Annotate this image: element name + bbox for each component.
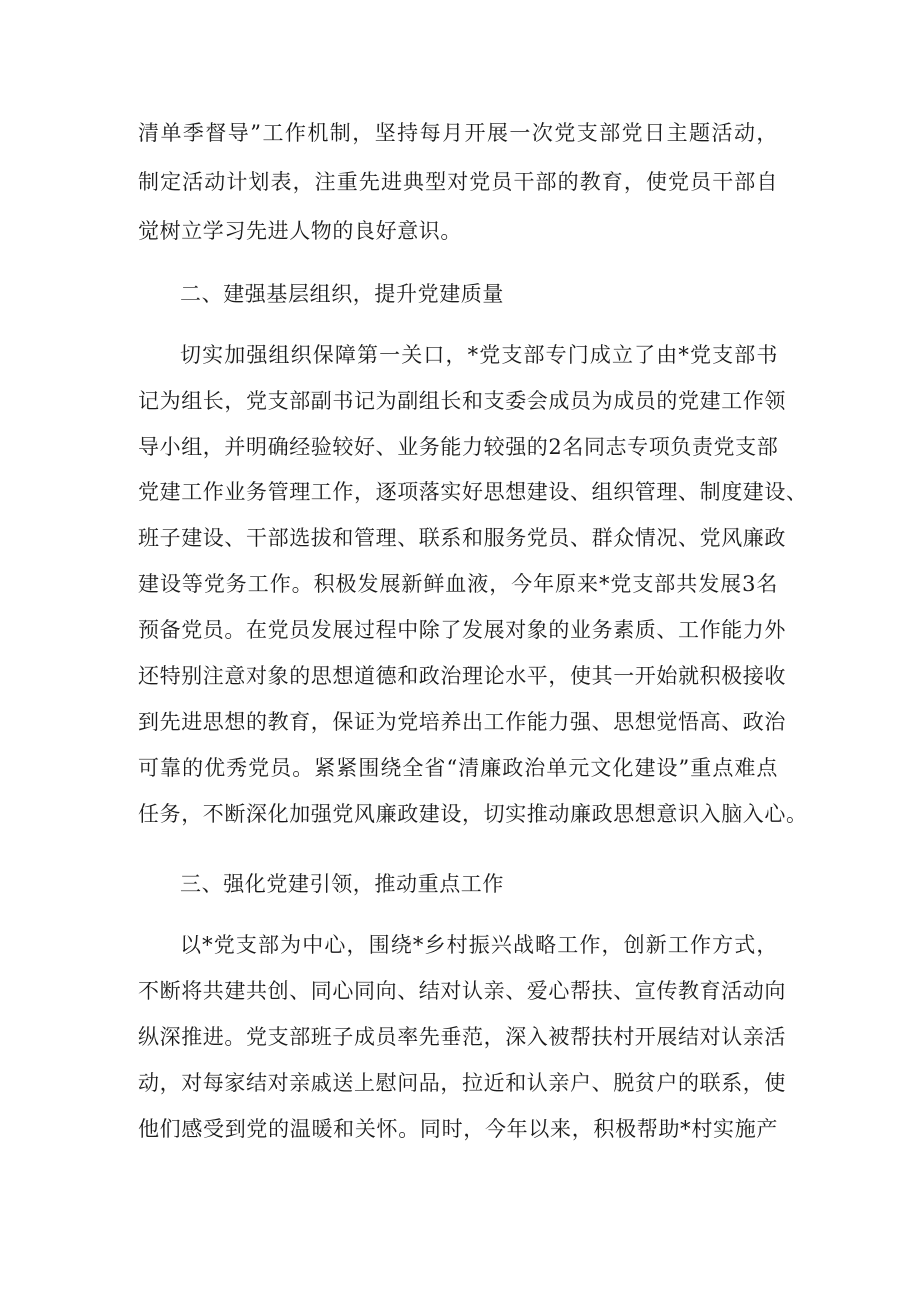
text-line-8: 党建工作业务管理工作，逐项落实好思想建设、组织管理、制度建设、	[138, 480, 808, 504]
text-line-19: 纵深推进。党支部班子成员率先垂范，深入被帮扶村开展结对认亲活	[138, 1025, 786, 1049]
section-heading-2: 二、建强基层组织，提升党建质量	[180, 282, 504, 306]
text-line-7: 导小组，并明确经验较好、业务能力较强的2名同志专项负责党支部	[138, 435, 779, 459]
text-line-20: 动，对每家结对亲戚送上慰问品，拉近和认亲户、脱贫户的联系，使	[138, 1071, 786, 1095]
text-line-13: 到先进思想的教育，保证为党培养出工作能力强、思想觉悟高、政治	[138, 710, 786, 734]
text-line-1: 清单季督导”工作机制，坚持每月开展一次党支部党日主题活动，	[138, 121, 778, 145]
text-line-15: 任务，不断深化加强党风廉政建设，切实推动廉政思想意识入脑入心。	[138, 802, 808, 826]
text-line-10: 建设等党务工作。积极发展新鲜血液，今年原来*党支部共发展3名	[138, 572, 778, 596]
text-line-21: 他们感受到党的温暖和关怀。同时，今年以来，积极帮助*村实施产	[138, 1117, 778, 1141]
section-heading-3: 三、强化党建引领，推动重点工作	[180, 872, 504, 896]
text-line-18: 不断将共建共创、同心同向、结对认亲、爱心帮扶、宣传教育活动向	[138, 979, 786, 1003]
text-line-14: 可靠的优秀党员。紧紧围绕全省“清廉政治单元文化建设”重点难点	[138, 756, 778, 780]
text-line-3: 觉树立学习先进人物的良好意识。	[138, 219, 462, 243]
text-line-12: 还特别注意对象的思想道德和政治理论水平，使其一开始就积极接收	[138, 664, 786, 688]
text-line-5: 切实加强组织保障第一关口，*党支部专门成立了由*党支部书	[180, 343, 778, 367]
text-line-17: 以*党支部为中心，围绕*乡村振兴战略工作，创新工作方式，	[180, 933, 778, 957]
text-line-6: 记为组长，党支部副书记为副组长和支委会成员为成员的党建工作领	[138, 389, 786, 413]
text-line-2: 制定活动计划表，注重先进典型对党员干部的教育，使党员干部自	[138, 170, 778, 194]
text-line-9: 班子建设、干部选拔和管理、联系和服务党员、群众情况、党风廉政	[138, 526, 786, 550]
text-line-11: 预备党员。在党员发展过程中除了发展对象的业务素质、工作能力外	[138, 618, 786, 642]
